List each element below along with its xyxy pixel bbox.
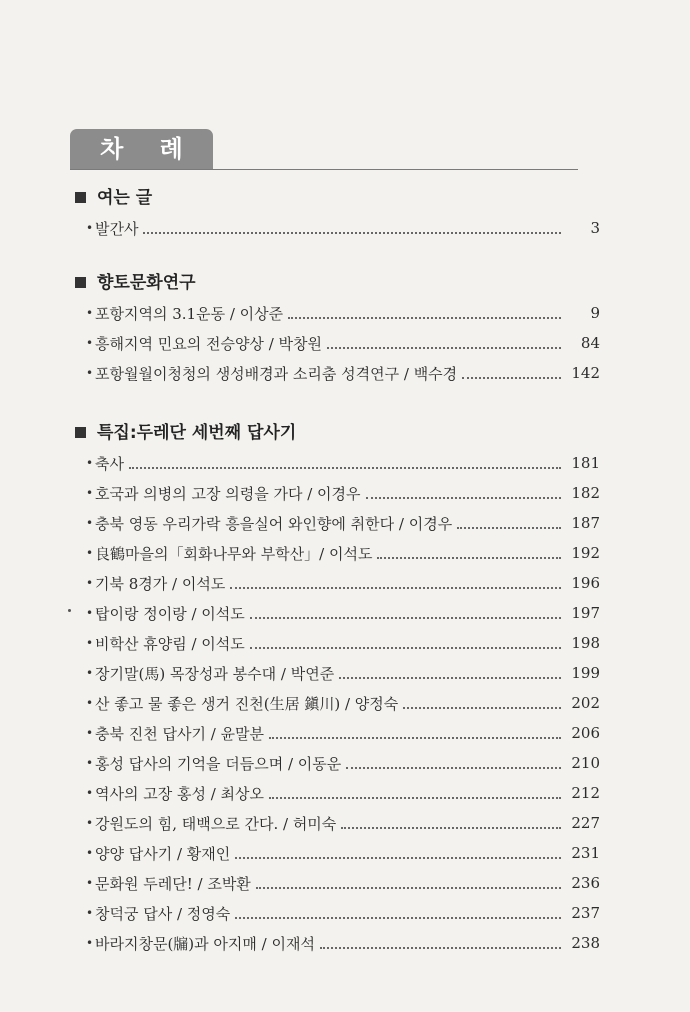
section-opening <box>75 183 635 243</box>
page-number: 199 <box>571 664 600 682</box>
entry-title: 탑이랑 정이랑 / 이석도 <box>95 604 245 623</box>
toc-entry <box>75 598 635 628</box>
toc-entry <box>75 688 635 718</box>
entry-title: 충북 영동 우리가락 흥을실어 와인향에 취한다 / 이경우 <box>95 514 453 533</box>
bullet-dot-icon: • <box>86 366 94 380</box>
toc-entry <box>75 808 635 838</box>
entry-title: 강원도의 힘, 태백으로 간다. / 허미숙 <box>95 814 337 833</box>
entry-title: 창덕궁 답사 / 정영숙 <box>95 904 231 923</box>
section-title: 특집:두레단 세번째 답사기 <box>97 423 297 443</box>
dot-leader <box>235 916 561 919</box>
page-number: 197 <box>571 604 600 622</box>
bullet-dot-icon: • <box>86 786 94 800</box>
page-number: 227 <box>571 814 600 832</box>
entry-title: 장기말(馬) 목장성과 봉수대 / 박연준 <box>95 664 335 683</box>
entry-title: 포항월월이청청의 생성배경과 소리춤 성격연구 / 백수경 <box>95 364 458 383</box>
scan-speck <box>68 609 71 612</box>
dot-leader <box>250 616 561 619</box>
bullet-dot-icon: • <box>86 456 94 470</box>
toc-entry <box>75 538 635 568</box>
entry-title: 호국과 의병의 고장 의령을 가다 / 이경우 <box>95 484 361 503</box>
dot-leader <box>457 526 561 529</box>
entry-title: 기북 8경가 / 이석도 <box>95 574 226 593</box>
page-number: 84 <box>580 334 600 352</box>
toc-entry <box>75 448 635 478</box>
toc-entry <box>75 328 635 358</box>
bullet-dot-icon: • <box>86 606 94 620</box>
page-number: 237 <box>571 904 600 922</box>
page-number: 238 <box>571 934 600 952</box>
bullet-dot-icon: • <box>86 876 94 890</box>
section-title: 향토문화연구 <box>97 273 196 293</box>
dot-leader <box>250 646 561 649</box>
entry-title: 산 좋고 물 좋은 생거 진천(生居 鎭川) / 양정숙 <box>95 694 399 713</box>
entry-title: 충북 진천 답사기 / 윤말분 <box>95 724 265 743</box>
page-number: 202 <box>571 694 600 712</box>
toc-entry <box>75 778 635 808</box>
toc-entry <box>75 568 635 598</box>
toc-entry <box>75 838 635 868</box>
toc-entry <box>75 898 635 928</box>
bullet-dot-icon: • <box>86 696 94 710</box>
bullet-dot-icon: • <box>86 336 94 350</box>
toc-entry <box>75 868 635 898</box>
toc-heading-block <box>70 129 578 170</box>
bullet-dot-icon: • <box>86 636 94 650</box>
page-number: 210 <box>571 754 600 772</box>
bullet-dot-icon: • <box>86 666 94 680</box>
square-bullet-icon <box>75 192 86 203</box>
entry-title: 축사 <box>95 454 124 473</box>
entry-title: 역사의 고장 홍성 / 최상오 <box>95 784 265 803</box>
dot-leader <box>288 316 561 319</box>
heading-rule <box>70 169 578 170</box>
dot-leader <box>339 676 561 679</box>
page-number: 3 <box>590 219 600 237</box>
entry-title: 비학산 휴양림 / 이석도 <box>95 634 245 653</box>
section-title: 여는 글 <box>97 188 153 208</box>
toc-entry <box>75 628 635 658</box>
page-number: 142 <box>571 364 600 382</box>
bullet-dot-icon: • <box>86 936 94 950</box>
toc-entry <box>75 748 635 778</box>
bullet-dot-icon: • <box>86 306 94 320</box>
dot-leader <box>230 586 561 589</box>
toc-heading: 차 례 <box>100 135 197 163</box>
dot-leader <box>235 856 561 859</box>
dot-leader <box>377 556 561 559</box>
dot-leader <box>129 466 561 469</box>
dot-leader <box>269 796 561 799</box>
page-number: 181 <box>571 454 600 472</box>
bullet-dot-icon: • <box>86 546 94 560</box>
entry-title: 바라지창문(牖)과 아지매 / 이재석 <box>95 934 315 953</box>
entry-title: 문화원 두레단! / 조박환 <box>95 874 251 893</box>
entry-title: 홍성 답사의 기억을 더듬으며 / 이동운 <box>95 754 342 773</box>
page-number: 182 <box>571 484 600 502</box>
dot-leader <box>403 706 561 709</box>
dot-leader <box>320 946 561 949</box>
bullet-dot-icon: • <box>86 516 94 530</box>
entry-title: 발간사 <box>95 219 139 238</box>
bullet-dot-icon: • <box>86 486 94 500</box>
entry-title: 흥해지역 민요의 전승양상 / 박창원 <box>95 334 322 353</box>
section-header <box>75 183 635 213</box>
bullet-dot-icon: • <box>86 846 94 860</box>
bullet-dot-icon: • <box>86 576 94 590</box>
page-number: 212 <box>571 784 600 802</box>
square-bullet-icon <box>75 427 86 438</box>
section-local-culture <box>75 268 635 388</box>
bullet-dot-icon: • <box>86 816 94 830</box>
dot-leader <box>462 376 561 379</box>
dot-leader <box>327 346 561 349</box>
toc-entry <box>75 718 635 748</box>
page-number: 192 <box>571 544 600 562</box>
page-number: 198 <box>571 634 600 652</box>
toc-entry <box>75 928 635 958</box>
page-number: 206 <box>571 724 600 742</box>
bullet-dot-icon: • <box>86 756 94 770</box>
toc-entry <box>75 508 635 538</box>
page-number: 9 <box>590 304 600 322</box>
dot-leader <box>143 231 561 234</box>
entry-title: 포항지역의 3.1운동 / 이상준 <box>95 304 284 323</box>
section-header <box>75 268 635 298</box>
bullet-dot-icon: • <box>86 726 94 740</box>
toc-entry <box>75 298 635 328</box>
square-bullet-icon <box>75 277 86 288</box>
page-number: 231 <box>571 844 600 862</box>
page-number: 187 <box>571 514 600 532</box>
page-number: 236 <box>571 874 600 892</box>
section-special-feature <box>75 418 635 958</box>
dot-leader <box>256 886 561 889</box>
entry-title: 良鶴마을의「회화나무와 부학산」/ 이석도 <box>95 544 373 563</box>
toc-entry <box>75 213 635 243</box>
page-number: 196 <box>571 574 600 592</box>
toc-entry <box>75 358 635 388</box>
toc-entry <box>75 478 635 508</box>
bullet-dot-icon: • <box>86 906 94 920</box>
section-header <box>75 418 635 448</box>
dot-leader <box>341 826 561 829</box>
toc-entry <box>75 658 635 688</box>
dot-leader <box>269 736 561 739</box>
bullet-dot-icon: • <box>86 221 94 235</box>
dot-leader <box>366 496 561 499</box>
dot-leader <box>346 766 561 769</box>
entry-title: 양양 답사기 / 황재인 <box>95 844 231 863</box>
